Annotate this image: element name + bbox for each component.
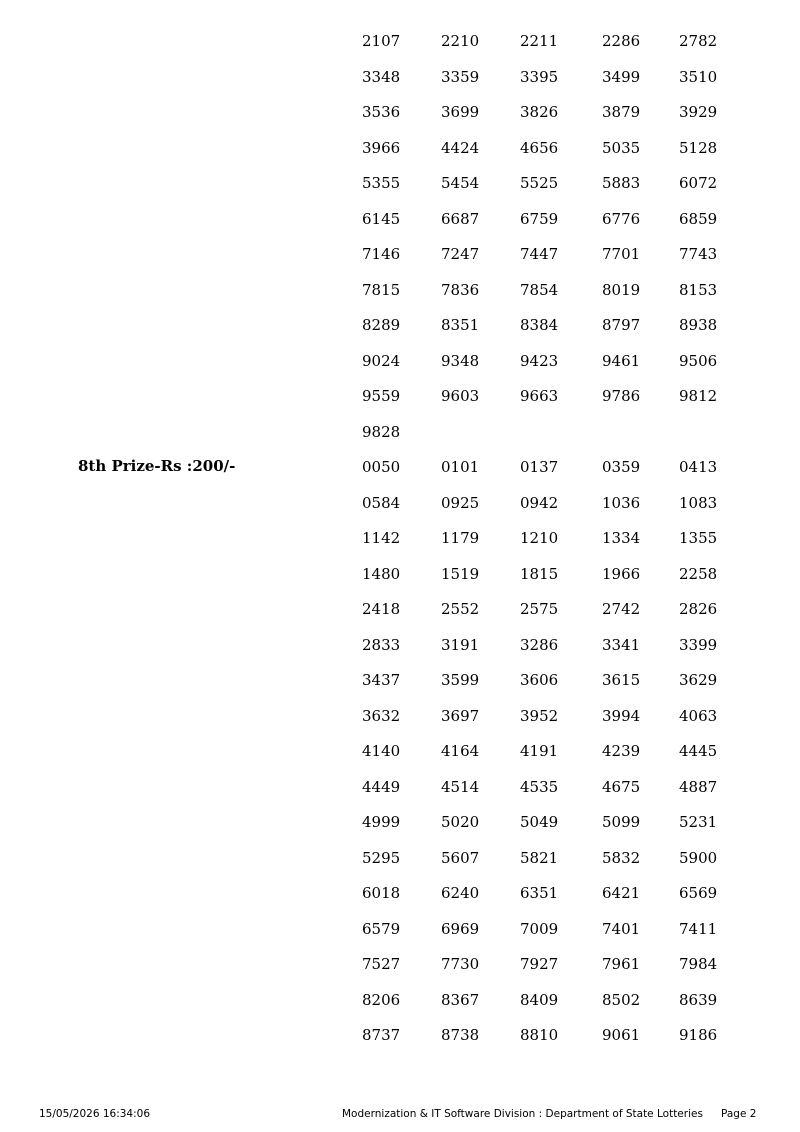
ticket-number: 3994 [602, 706, 641, 725]
ticket-number: 6145 [362, 209, 401, 228]
ticket-number: 3879 [602, 103, 641, 121]
number-row [362, 208, 762, 244]
number-row [362, 385, 762, 421]
ticket-number: 3632 [362, 706, 401, 725]
ticket-number: 4535 [520, 777, 559, 796]
ticket-number: 0137 [520, 458, 559, 476]
ticket-number: 6240 [441, 884, 480, 902]
ticket-number: 2258 [679, 564, 718, 583]
ticket-number: 3615 [602, 671, 641, 689]
number-row [362, 350, 762, 386]
ticket-number: 0359 [602, 458, 641, 476]
ticket-number: 9559 [362, 387, 401, 405]
ticket-number: 4140 [362, 742, 401, 760]
ticket-number: 5525 [520, 174, 559, 192]
ticket-number: 2552 [441, 600, 480, 618]
ticket-number: 2418 [362, 600, 401, 618]
prize-heading-8th: 8th Prize-Rs :200/- [78, 457, 236, 475]
number-row [362, 918, 762, 954]
ticket-number: 4424 [441, 138, 480, 157]
ticket-number: 7984 [679, 955, 718, 973]
number-row [362, 847, 762, 883]
ticket-number: 3510 [679, 67, 718, 86]
ticket-number: 6969 [441, 919, 480, 938]
number-row [362, 456, 762, 492]
ticket-number: 3599 [441, 671, 480, 689]
number-row [362, 30, 762, 66]
ticket-number: 6072 [679, 174, 718, 192]
number-row [362, 137, 762, 173]
ticket-number: 8737 [362, 1026, 401, 1044]
ticket-number: 4656 [520, 138, 559, 157]
ticket-number: 8384 [520, 316, 559, 334]
ticket-number: 3399 [679, 635, 718, 654]
ticket-number: 5607 [441, 848, 480, 867]
ticket-number: 7730 [441, 955, 480, 973]
ticket-number: 4445 [679, 742, 718, 760]
ticket-number: 3437 [362, 671, 401, 689]
ticket-number: 1815 [520, 564, 559, 583]
ticket-number: 8738 [441, 1026, 480, 1044]
ticket-number: 1519 [441, 564, 480, 583]
previous-prize-number-grid [362, 30, 762, 456]
ticket-number: 3929 [679, 103, 718, 121]
ticket-number: 7146 [362, 245, 401, 263]
ticket-number: 9828 [362, 422, 401, 441]
ticket-number: 5049 [520, 813, 559, 831]
ticket-number: 2107 [362, 32, 401, 50]
number-row [362, 634, 762, 670]
ticket-number: 9663 [520, 387, 559, 405]
ticket-number: 1083 [679, 493, 718, 512]
ticket-number: 5099 [602, 813, 641, 831]
ticket-number: 9786 [602, 387, 641, 405]
ticket-number: 6759 [520, 209, 559, 228]
ticket-number: 3286 [520, 635, 559, 654]
number-row [362, 882, 762, 918]
ticket-number: 7815 [362, 280, 401, 299]
ticket-number: 3952 [520, 706, 559, 725]
ticket-number: 8019 [602, 280, 641, 299]
ticket-number: 5883 [602, 174, 641, 192]
number-row [362, 811, 762, 847]
ticket-number: 8810 [520, 1026, 559, 1044]
ticket-number: 8409 [520, 990, 559, 1009]
number-row [362, 101, 762, 137]
ticket-number: 3629 [679, 671, 718, 689]
ticket-number: 4999 [362, 813, 401, 831]
ticket-number: 1355 [679, 529, 718, 547]
ticket-number: 2742 [602, 600, 641, 618]
ticket-number: 4887 [679, 777, 718, 796]
ticket-number: 8289 [362, 316, 401, 334]
number-row [362, 598, 762, 634]
ticket-number: 8351 [441, 316, 480, 334]
ticket-number: 4675 [602, 777, 641, 796]
ticket-number: 0584 [362, 493, 401, 512]
ticket-number: 7411 [679, 919, 718, 938]
number-row [362, 989, 762, 1025]
ticket-number: 5231 [679, 813, 718, 831]
ticket-number: 1334 [602, 529, 641, 547]
ticket-number: 4063 [679, 706, 718, 725]
ticket-number: 7401 [602, 919, 641, 938]
footer-page-number: Page 2 [721, 1108, 757, 1120]
ticket-number: 9461 [602, 351, 641, 370]
number-row [362, 66, 762, 102]
page-footer [0, 1106, 800, 1122]
ticket-number: 2210 [441, 32, 480, 50]
number-row [362, 172, 762, 208]
ticket-number: 8502 [602, 990, 641, 1009]
ticket-number: 7447 [520, 245, 559, 263]
ticket-number: 3826 [520, 103, 559, 121]
ticket-number: 1036 [602, 493, 641, 512]
ticket-number: 9812 [679, 387, 718, 405]
ticket-number: 2826 [679, 600, 718, 618]
ticket-number: 7527 [362, 955, 401, 973]
number-row [362, 492, 762, 528]
ticket-number: 9506 [679, 351, 718, 370]
ticket-number: 6579 [362, 919, 401, 938]
footer-department: Modernization & IT Software Division : Department of State Lotteries [342, 1108, 703, 1120]
ticket-number: 5020 [441, 813, 480, 831]
ticket-number: 1179 [441, 529, 480, 547]
ticket-number: 7927 [520, 955, 559, 973]
ticket-number: 7701 [602, 245, 641, 263]
eighth-prize-number-grid [362, 456, 762, 1060]
ticket-number: 9423 [520, 351, 559, 370]
ticket-number: 9024 [362, 351, 401, 370]
footer-timestamp: 15/05/2026 16:34:06 [39, 1108, 151, 1120]
ticket-number: 3606 [520, 671, 559, 689]
ticket-number: 5821 [520, 848, 559, 867]
ticket-number: 4514 [441, 777, 480, 796]
ticket-number: 0925 [441, 493, 480, 512]
ticket-number: 6776 [602, 209, 641, 228]
ticket-number: 9348 [441, 351, 480, 370]
ticket-number: 5355 [362, 174, 401, 192]
ticket-number: 3499 [602, 67, 641, 86]
ticket-number: 3395 [520, 67, 559, 86]
ticket-number: 5295 [362, 848, 401, 867]
ticket-number: 0101 [441, 458, 480, 476]
ticket-number: 3536 [362, 103, 401, 121]
number-row [362, 421, 762, 457]
number-row [362, 776, 762, 812]
number-row [362, 669, 762, 705]
ticket-number: 9603 [441, 387, 480, 405]
ticket-number: 8938 [679, 316, 718, 334]
ticket-number: 0942 [520, 493, 559, 512]
ticket-number: 9061 [602, 1026, 641, 1044]
ticket-number: 1966 [602, 564, 641, 583]
ticket-number: 3348 [362, 67, 401, 86]
number-row [362, 563, 762, 599]
ticket-number: 6351 [520, 884, 559, 902]
ticket-number: 7836 [441, 280, 480, 299]
number-row [362, 527, 762, 563]
ticket-number: 8206 [362, 990, 401, 1009]
ticket-number: 7743 [679, 245, 718, 263]
number-row [362, 1024, 762, 1060]
ticket-number: 2833 [362, 635, 401, 654]
ticket-number: 3341 [602, 635, 641, 654]
ticket-number: 9186 [679, 1026, 718, 1044]
ticket-number: 2211 [520, 32, 559, 50]
number-row [362, 740, 762, 776]
ticket-number: 5035 [602, 138, 641, 157]
number-row [362, 243, 762, 279]
number-row [362, 279, 762, 315]
ticket-number: 6859 [679, 209, 718, 228]
ticket-number: 1142 [362, 529, 401, 547]
ticket-number: 5454 [441, 174, 480, 192]
ticket-number: 7247 [441, 245, 480, 263]
ticket-number: 3697 [441, 706, 480, 725]
ticket-number: 7961 [602, 955, 641, 973]
ticket-number: 3699 [441, 103, 480, 121]
ticket-number: 3359 [441, 67, 480, 86]
number-row [362, 705, 762, 741]
ticket-number: 0050 [362, 458, 401, 476]
ticket-number: 3966 [362, 138, 401, 157]
ticket-number: 3191 [441, 635, 480, 654]
ticket-number: 8153 [679, 280, 718, 299]
ticket-number: 5900 [679, 848, 718, 867]
ticket-number: 2575 [520, 600, 559, 618]
ticket-number: 8367 [441, 990, 480, 1009]
ticket-number: 7009 [520, 919, 559, 938]
ticket-number: 4449 [362, 777, 401, 796]
ticket-number: 8797 [602, 316, 641, 334]
number-row [362, 314, 762, 350]
ticket-number: 2286 [602, 32, 641, 50]
ticket-number: 7854 [520, 280, 559, 299]
number-row [362, 953, 762, 989]
ticket-number: 5832 [602, 848, 641, 867]
ticket-number: 4191 [520, 742, 559, 760]
ticket-number: 1210 [520, 529, 559, 547]
ticket-number: 4239 [602, 742, 641, 760]
ticket-number: 6421 [602, 884, 641, 902]
ticket-number: 6018 [362, 884, 401, 902]
ticket-number: 5128 [679, 138, 718, 157]
ticket-number: 4164 [441, 742, 480, 760]
ticket-number: 6687 [441, 209, 480, 228]
ticket-number: 6569 [679, 884, 718, 902]
ticket-number: 0413 [679, 458, 718, 476]
ticket-number: 1480 [362, 564, 401, 583]
ticket-number: 2782 [679, 32, 718, 50]
ticket-number: 8639 [679, 990, 718, 1009]
